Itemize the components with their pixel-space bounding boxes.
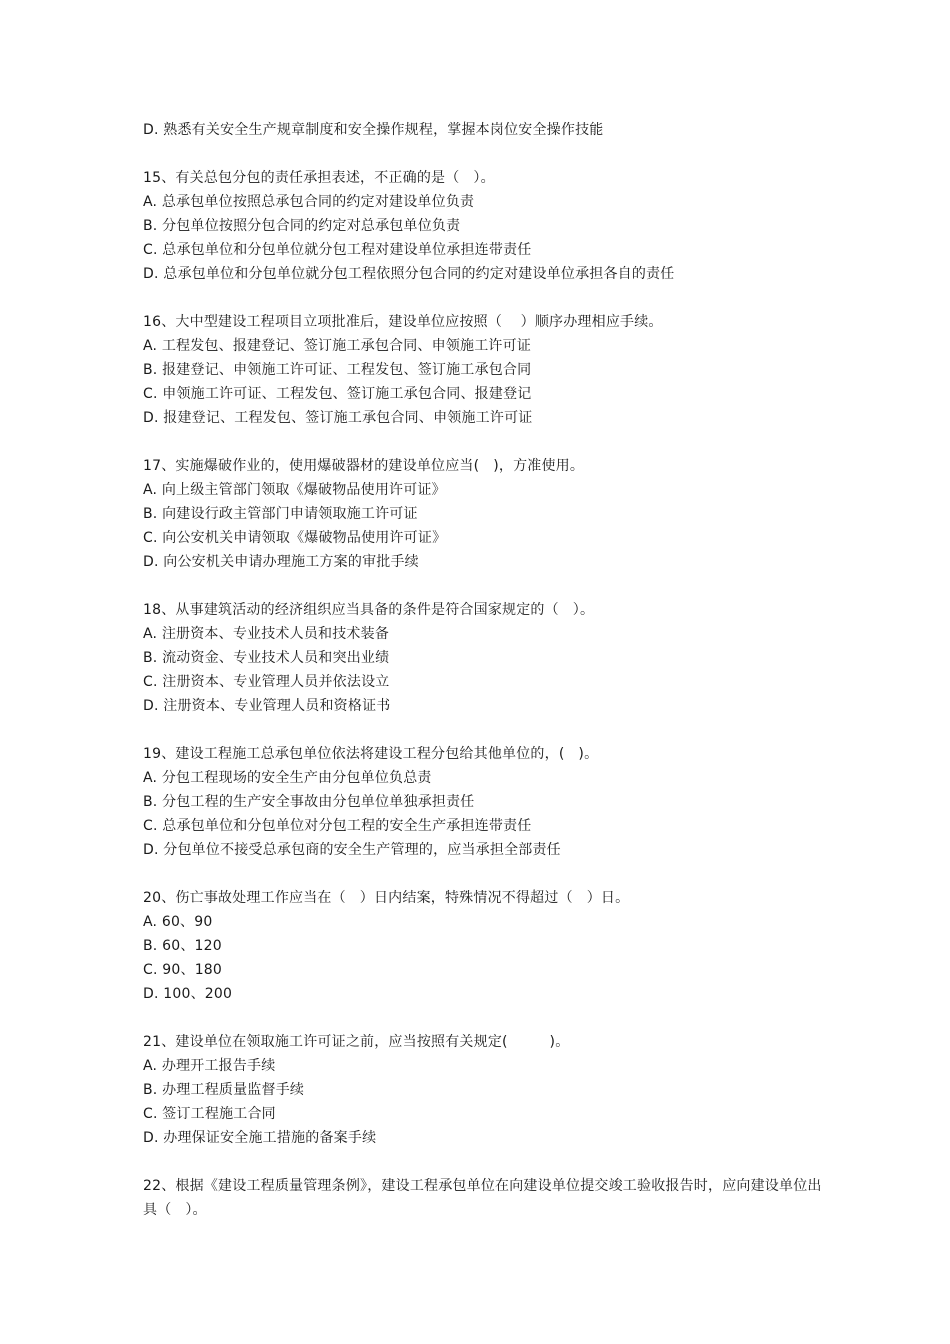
answer-option: B. 60、120 (143, 938, 222, 954)
question-list (143, 166, 823, 1222)
answer-option: D. 分包单位不接受总承包商的安全生产管理的，应当承担全部责任 (143, 842, 561, 858)
answer-option: A. 总承包单位按照总承包合同的约定对建设单位负责 (143, 194, 475, 210)
answer-option: D. 报建登记、工程发包、签订施工承包合同、申领施工许可证 (143, 410, 533, 426)
answer-option: B. 报建登记、申领施工许可证、工程发包、签订施工承包合同 (143, 362, 532, 378)
answer-option: A. 办理开工报告手续 (143, 1058, 276, 1074)
answer-option: B. 分包单位按照分包合同的约定对总承包单位负责 (143, 218, 461, 234)
question-block (143, 598, 823, 718)
question-block (143, 886, 823, 1006)
answer-option: C. 总承包单位和分包单位就分包工程对建设单位承担连带责任 (143, 242, 532, 258)
question-block (143, 166, 823, 286)
answer-option: D. 100、200 (143, 986, 233, 1002)
answer-option: C. 90、180 (143, 962, 223, 978)
question-stem: 16、大中型建设工程项目立项批准后，建设单位应按照（ ）顺序办理相应手续。 (143, 314, 663, 330)
question-stem: 21、建设单位在领取施工许可证之前，应当按照有关规定( )。 (143, 1034, 570, 1050)
answer-option: B. 办理工程质量监督手续 (143, 1082, 305, 1098)
question-stem: 15、有关总包分包的责任承担表述，不正确的是（ ）。 (143, 170, 495, 186)
answer-option: D. 向公安机关申请办理施工方案的审批手续 (143, 554, 419, 570)
question-block (143, 310, 823, 430)
question-stem: 22、根据《建设工程质量管理条例》，建设工程承包单位在向建设单位提交竣工验收报告时，应向建设单位出具（ ）。 (143, 1178, 822, 1218)
answer-option: A. 60、90 (143, 914, 213, 930)
answer-option: D. 注册资本、专业管理人员和资格证书 (143, 698, 391, 714)
answer-option: C. 签订工程施工合同 (143, 1106, 276, 1122)
answer-option: C. 注册资本、专业管理人员并依法设立 (143, 674, 390, 690)
question-stem: 20、伤亡事故处理工作应当在（ ）日内结案，特殊情况不得超过（ ）日。 (143, 890, 630, 906)
lead-option-d: D. 熟悉有关安全生产规章制度和安全操作规程，掌握本岗位安全操作技能 (143, 122, 604, 138)
answer-option: D. 办理保证安全施工措施的备案手续 (143, 1130, 377, 1146)
answer-option: C. 向公安机关申请领取《爆破物品使用许可证》 (143, 530, 447, 546)
answer-option: A. 注册资本、专业技术人员和技术装备 (143, 626, 390, 642)
document-page (143, 118, 823, 1222)
answer-option: A. 向上级主管部门领取《爆破物品使用许可证》 (143, 482, 446, 498)
answer-option: C. 总承包单位和分包单位对分包工程的安全生产承担连带责任 (143, 818, 532, 834)
question-block (143, 1174, 823, 1222)
question-stem: 18、从事建筑活动的经济组织应当具备的条件是符合国家规定的（ ）。 (143, 602, 595, 618)
answer-option: A. 工程发包、报建登记、签订施工承包合同、申领施工许可证 (143, 338, 532, 354)
answer-option: B. 向建设行政主管部门申请领取施工许可证 (143, 506, 418, 522)
answer-option: B. 分包工程的生产安全事故由分包单位单独承担责任 (143, 794, 475, 810)
question-block (143, 1030, 823, 1150)
question-stem: 19、建设工程施工总承包单位依法将建设工程分包给其他单位的，( )。 (143, 746, 599, 762)
answer-option: D. 总承包单位和分包单位就分包工程依照分包合同的约定对建设单位承担各自的责任 (143, 266, 675, 282)
question-block (143, 742, 823, 862)
answer-option: A. 分包工程现场的安全生产由分包单位负总责 (143, 770, 432, 786)
answer-option: C. 申领施工许可证、工程发包、签订施工承包合同、报建登记 (143, 386, 532, 402)
question-block (143, 454, 823, 574)
question-stem: 17、实施爆破作业的，使用爆破器材的建设单位应当( )，方准使用。 (143, 458, 585, 474)
answer-option: B. 流动资金、专业技术人员和突出业绩 (143, 650, 390, 666)
